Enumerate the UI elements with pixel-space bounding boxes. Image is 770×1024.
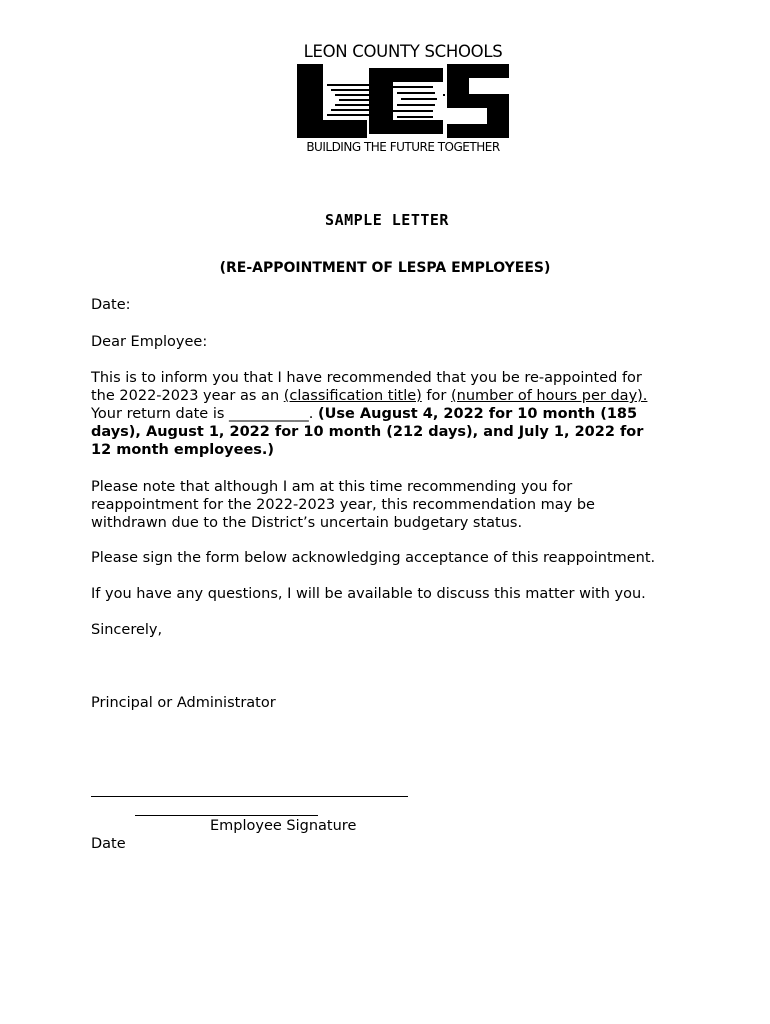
paragraph-sign-request: Please sign the form below acknowledging acceptance of this reappointment.	[91, 550, 656, 566]
date-line	[135, 815, 318, 816]
letter-subtitle: (RE-APPOINTMENT OF LESPA EMPLOYEES)	[219, 260, 551, 276]
p1-line-3-pre: Your return date is	[91, 406, 230, 422]
p1-line-3-dot: .	[308, 406, 318, 422]
closing: Sincerely,	[91, 622, 163, 638]
p1-line-1: This is to inform you that I have recommended that you be re-appointed for	[91, 370, 642, 386]
logo-bottom-text: BUILDING THE FUTURE TOGETHER	[306, 140, 500, 154]
employee-signature-label: Employee Signature	[210, 818, 357, 834]
date-bottom-label: Date	[91, 836, 126, 852]
paragraph-note	[91, 478, 691, 532]
paragraph-questions: If you have any questions, I will be available to discuss this matter with you.	[91, 586, 646, 602]
date-label: Date:	[91, 297, 131, 313]
letter-title: SAMPLE LETTER	[325, 211, 449, 229]
paragraph-reappointment	[91, 369, 691, 459]
p1-line-2-mid: for	[421, 388, 451, 404]
p1-line-3-bold: (Use August 4, 2022 for 10 month (185	[317, 406, 638, 422]
lcs-logo-mark	[297, 64, 509, 138]
p1-line-4: days), August 1, 2022 for 10 month (212 days), and July 1, 2022 for	[91, 424, 644, 440]
p1-line-5: 12 month employees.)	[91, 442, 275, 458]
salutation: Dear Employee:	[91, 334, 208, 350]
p2-line-2: reappointment for the 2022-2023 year, this recommendation may be	[91, 497, 595, 513]
p2-line-3: withdrawn due to the District’s uncertain budgetary status.	[91, 515, 523, 531]
logo-top-text: LEON COUNTY SCHOOLS	[303, 42, 503, 61]
leon-county-schools-logo	[295, 42, 511, 158]
signer-title: Principal or Administrator	[91, 695, 276, 711]
p2-line-1: Please note that although I am at this time recommending you for	[91, 479, 573, 495]
classification-title: (classification title)	[283, 388, 422, 404]
hours-per-day: (number of hours per day).	[450, 388, 648, 404]
p1-line-2	[91, 387, 691, 405]
p1-line-2-pre: the 2022-2023 year as an	[91, 388, 284, 404]
signature-line	[91, 796, 408, 797]
p1-line-3	[91, 405, 691, 423]
return-date-blank: ___________	[229, 406, 309, 422]
